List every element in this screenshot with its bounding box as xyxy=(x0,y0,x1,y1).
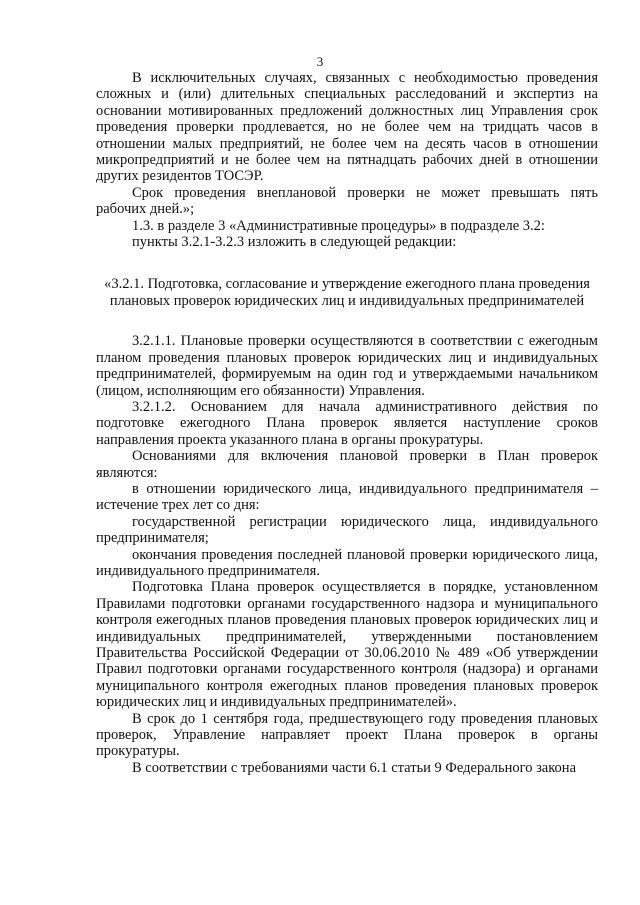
paragraph-deadline: В срок до 1 сентября года, предшествующего году проведения плановых проверок, Управление направляет проект Плана проверок в органы прокуратуры. xyxy=(96,710,598,760)
paragraph-extension-terms: В исключительных случаях, связанных с необходимостью проведения сложных и (или) длительных специальных расследований и экспертиз на основании мотивированных предложений должностных лиц Управления срок проведения проверки продлевается, но не более чем на тридцать часов в отношении малых предприятий, не более чем на десять часов в отношении микропредприятий и не более чем на пятнадцать рабочих дней в отношении других резидентов ТОСЭР. xyxy=(96,70,598,185)
paragraph-3-2-1-1: 3.2.1.1. Плановые проверки осуществляются в соответствии с ежегодным планом проведения плановых проверок юридических лиц и индивидуальных предпринимателей, формируемым на один год и утверждаемыми начальником (лицом, исполняющим его обязанности) Управления. xyxy=(96,333,598,399)
document-body xyxy=(96,70,598,776)
paragraph-3-2-1-2: 3.2.1.2. Основанием для начала административного действия по подготовке ежегодного Плана проверок является наступление сроков направления проекта указанного плана в органы прокуратуры. xyxy=(96,398,598,448)
paragraph-unscheduled-term: Срок проведения внеплановой проверки не может превышать пять рабочих дней.»; xyxy=(96,184,598,218)
paragraph-grounds: Основаниями для включения плановой проверки в План проверок являются: xyxy=(96,448,598,481)
paragraph-legal-entity: в отношении юридического лица, индивидуального предпринимателя – истечение трех лет со дня: xyxy=(96,480,598,514)
paragraph-registration: государственной регистрации юридического лица, индивидуального предпринимателя; xyxy=(96,513,598,547)
page-number: 3 xyxy=(316,54,324,69)
paragraph-items-edit: пункты 3.2.1-3.2.3 изложить в следующей редакции: xyxy=(132,234,457,251)
paragraph-last-inspection: окончания проведения последней плановой проверки юридического лица, индивидуального предпринимателя. xyxy=(96,546,598,579)
paragraph-item-1-3: 1.3. в разделе 3 «Административные процедуры» в подразделе 3.2: xyxy=(132,217,545,234)
paragraph-federal-law: В соответствии с требованиями части 6.1 статьи 9 Федерального закона xyxy=(132,759,576,776)
paragraph-plan-preparation: Подготовка Плана проверок осуществляется в порядке, установленном Правилами подготовки органами государственного надзора и муниципального контроля ежегодных планов проведения плановых проверок юридических лиц и индивидуальных предпринимателей, утвержденными постановлением Правительства Российской Федерации от 30.06.2010 № 489 «Об утверждении Правил подготовки органами государственного контроля (надзора) и органами муниципального контроля ежегодных планов проведения плановых проверок юридических лиц и индивидуальных предпринимателей». xyxy=(96,579,598,711)
section-heading: «3.2.1. Подготовка, согласование и утверждение ежегодного плана проведения плановых проверок юридических лиц и индивидуальных предпринимателей xyxy=(104,276,590,309)
